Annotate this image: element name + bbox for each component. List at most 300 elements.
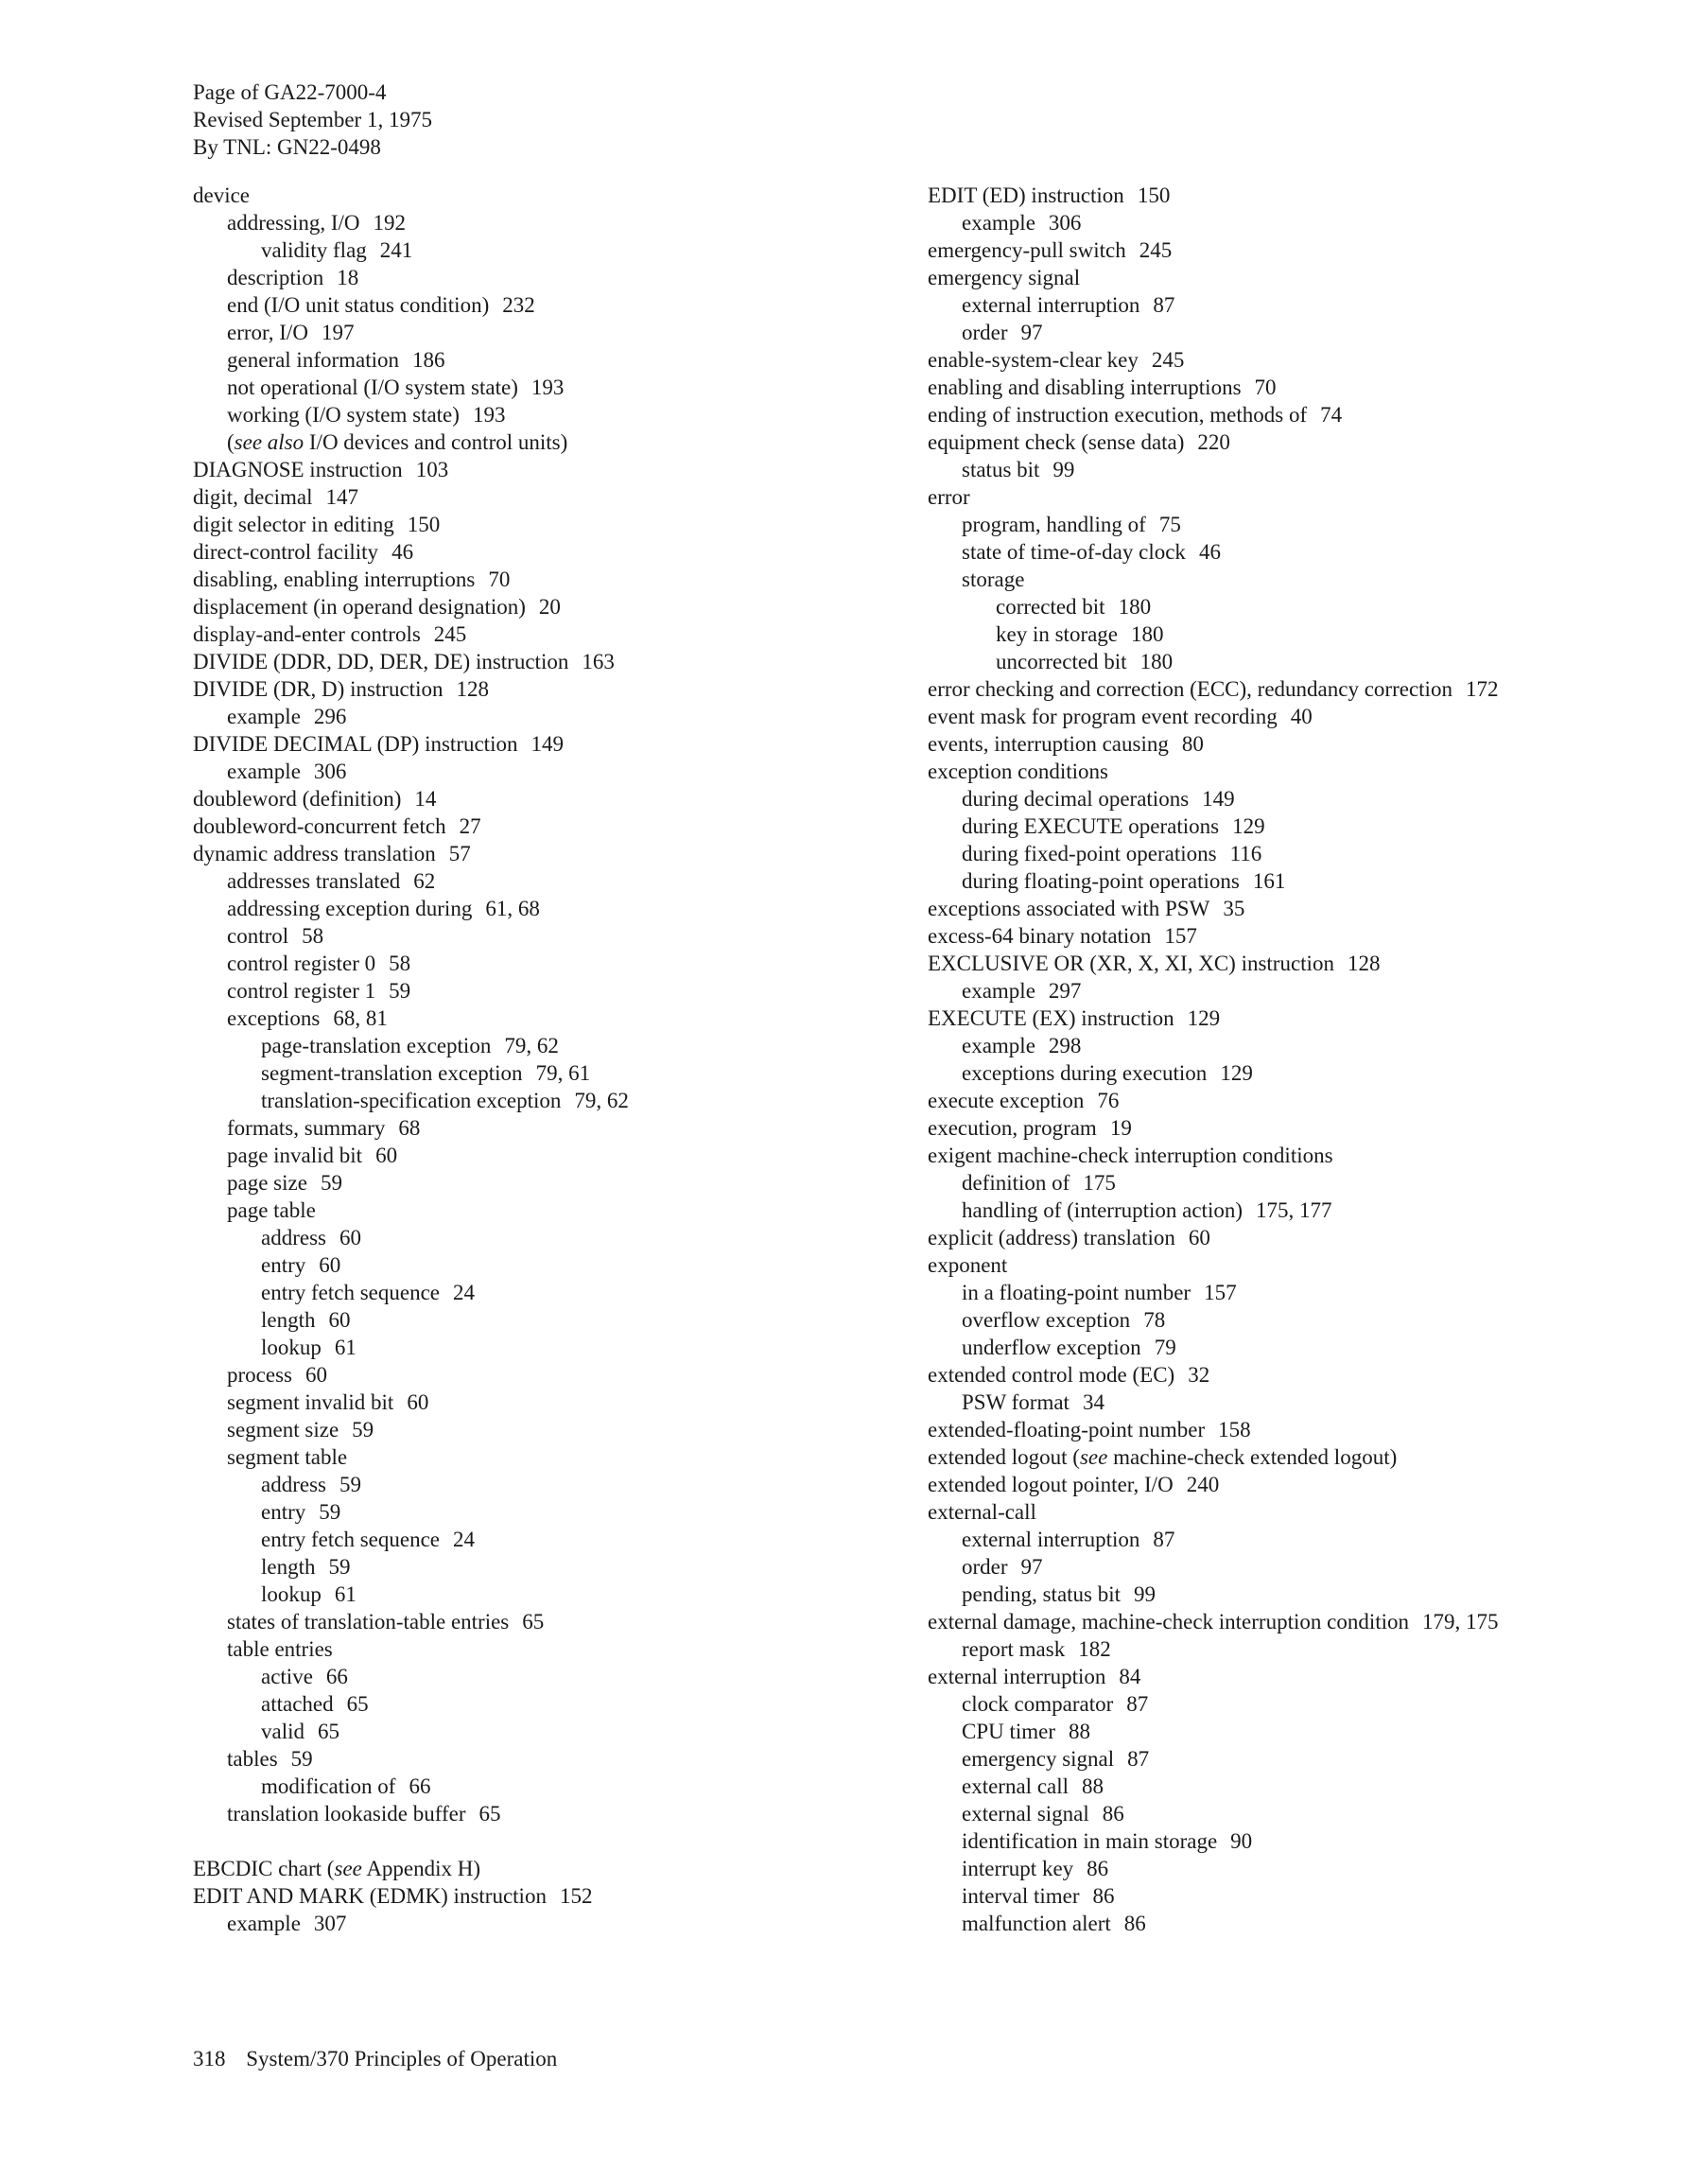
index-entry [928,401,1665,428]
index-entry [928,840,1665,867]
index-term: EDIT (ED) instruction [928,183,1124,207]
index-term: attached [261,1692,334,1716]
page-reference: 65 [346,1692,369,1716]
index-entry [928,291,1665,319]
index-term: entry [261,1253,306,1277]
index-term-post: Appendix H) [361,1857,481,1880]
index-entry [928,1471,1665,1498]
index-term: corrected bit [996,595,1105,619]
page-reference: 75 [1158,513,1181,536]
page-reference: 66 [409,1774,431,1798]
page-reference: 161 [1252,869,1286,893]
page-reference: 103 [415,458,449,481]
index-term: event mask for program event recording [928,705,1278,728]
page-reference: 59 [290,1747,313,1771]
index-term: pending, status bit [962,1582,1122,1606]
index-term: digit, decimal [193,485,313,509]
page-reference: 18 [337,266,359,289]
index-term: external damage, machine-check interruption condition [928,1610,1409,1634]
index-term-pre: ( [227,430,235,454]
page-reference: 186 [412,348,445,372]
index-entry [193,374,912,401]
page-reference: 220 [1197,430,1230,454]
page-reference: 128 [456,677,489,701]
index-entry [193,648,912,675]
index-entry [193,236,912,264]
index-entry [928,1142,1665,1169]
page-reference: 128 [1347,952,1381,975]
page-reference: 61, 68 [485,897,540,920]
index-term: validity flag [261,238,367,262]
page-reference: 58 [389,952,411,975]
page-reference: 245 [433,622,467,646]
index-term: uncorrected bit [996,650,1127,673]
page-footer [193,2045,557,2072]
index-term: example [962,1034,1035,1057]
page-reference: 150 [1137,183,1171,207]
index-entry [928,620,1665,648]
index-entry [928,785,1665,812]
page-reference: 61 [334,1582,357,1606]
page-reference: 97 [1020,1555,1043,1579]
index-entry [193,456,912,483]
page-reference: 241 [379,238,413,262]
index-entry [193,1526,912,1553]
index-entry [193,1773,912,1800]
index-entry [928,675,1665,703]
index-entry [193,1169,912,1197]
index-term: external call [962,1774,1070,1798]
index-entry [928,1251,1665,1279]
index-entry [928,1745,1665,1773]
index-entry [193,291,912,319]
index-entry [193,1443,912,1471]
index-entry [928,1306,1665,1334]
index-entry [928,593,1665,620]
index-term: DIAGNOSE instruction [193,458,403,481]
page-reference: 57 [448,842,471,865]
index-term: states of translation-table entries [227,1610,510,1634]
index-term: page table [227,1198,316,1222]
index-term: external-call [928,1500,1036,1524]
page-reference: 70 [1254,376,1277,399]
index-entry [928,1882,1665,1910]
index-entry [928,950,1665,977]
index-entry [928,1827,1665,1855]
index-entry [928,236,1665,264]
index-term: exponent [928,1253,1008,1277]
page-reference: 60 [328,1308,351,1332]
index-term [227,430,567,454]
index-term: events, interruption causing [928,732,1169,756]
index-term-pre: extended logout ( [928,1445,1080,1469]
index-term: control register 1 [227,979,376,1003]
page-reference: 97 [1020,321,1043,344]
index-entry [928,1087,1665,1114]
index-term: disabling, enabling interruptions [193,568,476,591]
index-term: page size [227,1171,307,1195]
index-entry [193,950,912,977]
index-entry [193,1855,912,1882]
index-term: DIVIDE DECIMAL (DP) instruction [193,732,518,756]
index-entry [928,867,1665,895]
index-entry [928,1690,1665,1718]
index-entry [193,511,912,538]
index-entry [193,1251,912,1279]
page-reference: 66 [325,1665,348,1688]
index-entry [928,1416,1665,1443]
index-term: error checking and correction (ECC), redundancy correction [928,677,1452,701]
index-entry [193,1032,912,1059]
page-reference: 87 [1126,1692,1149,1716]
page-reference: 27 [459,814,481,838]
index-entry [193,840,912,867]
page-reference: 306 [1048,211,1082,235]
index-entry [928,1389,1665,1416]
page-reference: 65 [522,1610,545,1634]
index-entry [928,1443,1665,1471]
index-entry [928,1279,1665,1306]
index-term: EXECUTE (EX) instruction [928,1006,1174,1030]
index-term: excess-64 binary notation [928,924,1152,948]
index-entry [193,593,912,620]
index-entry [193,401,912,428]
index-term: execute exception [928,1089,1085,1112]
index-term: device [193,183,251,207]
index-term: DIVIDE (DR, D) instruction [193,677,443,701]
page-reference: 35 [1223,897,1245,920]
index-term: active [261,1665,313,1688]
page-reference: 86 [1092,1884,1115,1908]
page-reference: 34 [1082,1390,1104,1414]
index-term: overflow exception [962,1308,1131,1332]
index-term: malfunction alert [962,1912,1111,1935]
index-term: external interruption [928,1665,1106,1688]
page-reference: 152 [559,1884,593,1908]
index-term: entry fetch sequence [261,1528,441,1551]
index-entry [928,1855,1665,1882]
page-reference: 78 [1143,1308,1166,1332]
index-entry [193,1882,912,1910]
index-term-post: I/O devices and control units) [304,430,568,454]
index-term: exceptions associated with PSW [928,897,1210,920]
page-reference: 65 [318,1720,339,1743]
index-term: equipment check (sense data) [928,430,1185,454]
index-term-pre: EBCDIC chart ( [193,1857,335,1880]
page-reference: 163 [582,650,615,673]
index-term: emergency-pull switch [928,238,1126,262]
page-reference: 59 [319,1500,341,1524]
page-reference: 68 [398,1116,421,1140]
index-term: program, handling of [962,513,1146,536]
index-term: process [227,1363,292,1387]
page-number: 318 [193,2047,226,2070]
page-reference: 180 [1131,622,1164,646]
index-term-italic: see also [234,430,304,454]
index-entry [928,1718,1665,1745]
index-entry [193,867,912,895]
page-reference: 86 [1102,1802,1124,1826]
page-reference: 20 [538,595,561,619]
index-entry [928,1224,1665,1251]
index-entry [193,1690,912,1718]
index-term: interrupt key [962,1857,1074,1880]
index-term: definition of [962,1171,1070,1195]
index-entry [928,1773,1665,1800]
page-reference: 86 [1123,1912,1146,1935]
index-term: report mask [962,1637,1066,1661]
page-reference: 62 [413,869,436,893]
index-term: exceptions during execution [962,1061,1208,1085]
index-term: extended logout pointer, I/O [928,1473,1174,1496]
index-entry [928,1361,1665,1389]
page-reference: 240 [1186,1473,1220,1496]
page-reference: 88 [1069,1720,1091,1743]
page-reference: 157 [1204,1281,1237,1304]
index-entry [928,319,1665,346]
index-term [928,1445,1397,1469]
page-reference: 297 [1048,979,1082,1003]
index-entry [193,785,912,812]
index-term: enable-system-clear key [928,348,1139,372]
index-entry [928,538,1665,566]
index-term: in a floating-point number [962,1281,1191,1304]
index-term: emergency signal [962,1747,1115,1771]
page-reference: 60 [407,1390,429,1414]
index-term: dynamic address translation [193,842,436,865]
index-term: explicit (address) translation [928,1226,1175,1249]
page-reference: 86 [1087,1857,1109,1880]
page-reference: 60 [304,1363,327,1387]
page-reference: 193 [472,403,506,427]
index-entry [193,1279,912,1306]
index-term: extended-floating-point number [928,1418,1206,1441]
page-reference: 193 [530,376,565,399]
index-entry [193,1498,912,1526]
index-term: DIVIDE (DDR, DD, DER, DE) instruction [193,650,569,673]
index-entry [928,895,1665,922]
index-term: state of time-of-day clock [962,540,1186,564]
index-entry [928,1910,1665,1937]
index-entry [928,346,1665,374]
index-term: display-and-enter controls [193,622,421,646]
index-term: exigent machine-check interruption conditions [928,1144,1333,1167]
index-entry [193,758,912,785]
index-term: EXCLUSIVE OR (XR, X, XI, XC) instruction [928,952,1334,975]
index-entry [928,703,1665,730]
index-entry [193,566,912,593]
index-entry [193,922,912,950]
index-term: lookup [261,1582,322,1606]
index-term: page invalid bit [227,1144,363,1167]
index-entry [928,1059,1665,1087]
page-reference: 79, 61 [535,1061,591,1085]
index-entry [193,895,912,922]
index-entry [928,1197,1665,1224]
index-term: key in storage [996,622,1119,646]
index-term: doubleword-concurrent fetch [193,814,446,838]
index-entry [928,511,1665,538]
index-entry [928,1498,1665,1526]
page-reference: 245 [1151,348,1185,372]
page-reference: 88 [1082,1774,1104,1798]
index-entry [193,977,912,1005]
index-term: interval timer [962,1884,1080,1908]
page-reference: 175 [1083,1171,1116,1195]
page-reference: 298 [1048,1034,1082,1057]
page-reference: 14 [414,787,437,811]
index-term: entry fetch sequence [261,1281,441,1304]
page-reference: 296 [313,705,347,728]
page-reference: 46 [391,540,414,564]
index-term: during decimal operations [962,787,1190,811]
page-reference: 59 [328,1555,351,1579]
page-reference: 180 [1139,650,1174,673]
page-reference: 79, 62 [574,1089,629,1112]
index-term: during EXECUTE operations [962,814,1220,838]
page-reference: 179, 175 [1422,1610,1499,1634]
header-tnl: By TNL: GN22-0498 [193,135,381,159]
index-entry [928,1114,1665,1142]
index-entry [193,1114,912,1142]
index-term: PSW format [962,1390,1070,1414]
index-term: modification of [261,1774,396,1798]
page-reference: 84 [1119,1665,1141,1688]
index-term: underflow exception [962,1336,1141,1359]
index-entry [928,1635,1665,1663]
index-term: addresses translated [227,869,401,893]
book-title: System/370 Principles of Operation [246,2047,558,2070]
index-entry [928,648,1665,675]
index-term: exception conditions [928,760,1108,783]
index-entry [193,1197,912,1224]
page-reference: 70 [488,568,511,591]
page-reference: 90 [1230,1829,1253,1853]
index-entry [193,1334,912,1361]
page-reference: 147 [325,485,358,509]
index-term: segment table [227,1445,348,1469]
page-reference: 306 [313,760,347,783]
index-entry [928,1553,1665,1581]
page-reference: 24 [453,1528,476,1551]
index-entry [193,1635,912,1663]
index-entry [928,922,1665,950]
index-entry [928,209,1665,236]
index-entry [928,758,1665,785]
page-reference: 232 [502,293,535,317]
index-term: segment invalid bit [227,1390,394,1414]
index-term: clock comparator [962,1692,1114,1716]
index-entry [193,1306,912,1334]
page-reference: 80 [1181,732,1204,756]
index-entry [193,1224,912,1251]
index-entry [193,1800,912,1827]
index-term: general information [227,348,400,372]
index-entry [193,1005,912,1032]
index-entry [928,1581,1665,1608]
index-term: end (I/O unit status condition) [227,293,490,317]
page-reference: 60 [1188,1226,1210,1249]
page-reference: 74 [1320,403,1343,427]
page-reference: 197 [321,321,355,344]
page-reference: 58 [302,924,324,948]
page-reference: 157 [1164,924,1197,948]
index-entry [193,264,912,291]
index-entry [193,675,912,703]
page-reference: 68, 81 [333,1006,388,1030]
index-term: EDIT AND MARK (EDMK) instruction [193,1884,547,1908]
index-term: order [962,321,1008,344]
index-entry [193,1059,912,1087]
page-reference: 60 [319,1253,341,1277]
index-term: error [928,485,970,509]
index-term: address [261,1473,326,1496]
index-entry [193,1910,912,1937]
index-entry [928,566,1665,593]
index-term: length [261,1555,316,1579]
index-term: handling of (interruption action) [962,1198,1244,1222]
index-entry [193,1663,912,1690]
index-term: control register 0 [227,952,376,975]
page-reference: 65 [478,1802,501,1826]
index-term: table entries [227,1637,333,1661]
page-reference: 59 [389,979,411,1003]
index-entry [193,1416,912,1443]
page-reference: 59 [320,1171,342,1195]
page-reference: 129 [1220,1061,1253,1085]
index-entry [928,977,1665,1005]
index-entry [193,703,912,730]
index-entry [193,1608,912,1635]
index-entry [193,1471,912,1498]
index-term: example [227,705,301,728]
index-entry [193,1389,912,1416]
index-term: translation-specification exception [261,1089,562,1112]
index-entry [928,730,1665,758]
index-term: entry [261,1500,306,1524]
index-term: lookup [261,1336,322,1359]
index-entry [928,812,1665,840]
page-reference: 129 [1187,1006,1221,1030]
page-reference: 87 [1127,1747,1150,1771]
index-term: extended control mode (EC) [928,1363,1175,1387]
page-reference: 60 [375,1144,398,1167]
index-entry [193,812,912,840]
index-term: external interruption [962,293,1140,317]
index-column-right [928,182,1665,1937]
page-reference: 307 [313,1912,347,1935]
index-entry [928,1169,1665,1197]
index-term: execution, program [928,1116,1097,1140]
page-reference: 87 [1153,1528,1175,1551]
index-term-italic: see [334,1857,362,1880]
page-reference: 76 [1097,1089,1120,1112]
index-entry [193,1553,912,1581]
index-term: emergency signal [928,266,1081,289]
page-reference: 32 [1188,1363,1210,1387]
page-reference: 129 [1232,814,1265,838]
page-reference: 158 [1218,1418,1251,1441]
index-entry [928,1005,1665,1032]
page-reference: 180 [1118,595,1152,619]
index-entry [928,374,1665,401]
index-term: example [227,1912,301,1935]
index-term: during floating-point operations [962,869,1240,893]
page-reference: 61 [334,1336,357,1359]
index-term: example [962,211,1035,235]
page-reference: 79, 62 [504,1034,559,1057]
page-reference: 149 [1202,787,1235,811]
